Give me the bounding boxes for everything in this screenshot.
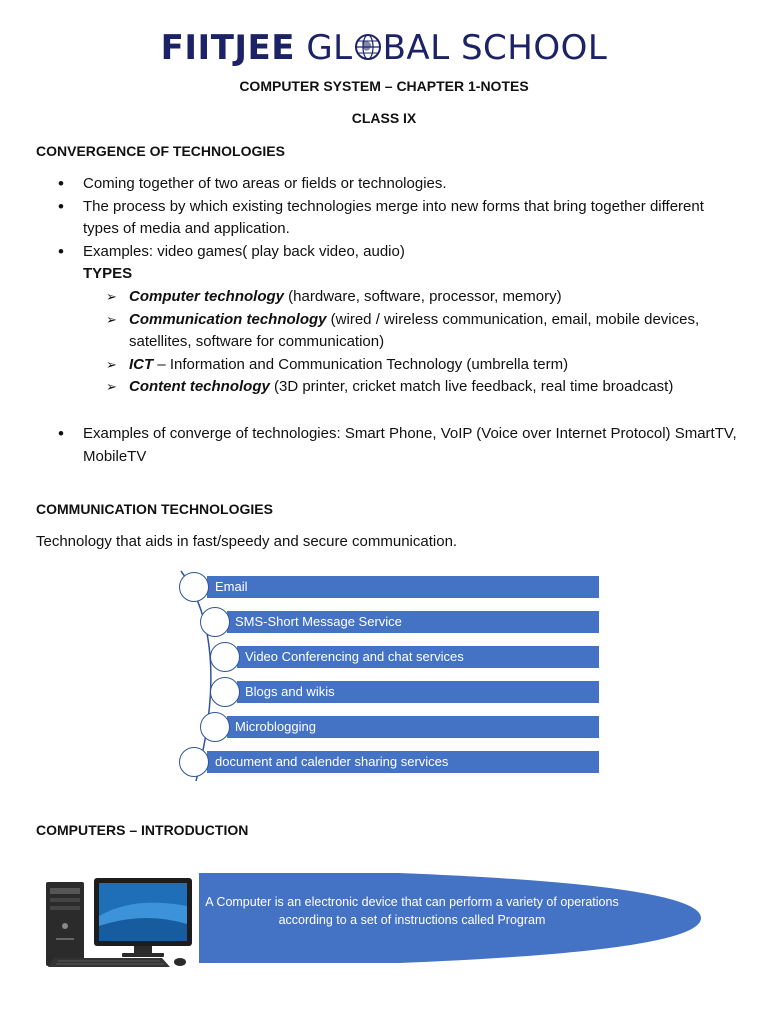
- bullet-circle: [179, 572, 209, 602]
- type-item-content: [106, 376, 746, 399]
- type-item-communication: [106, 309, 746, 354]
- bullet-circle: [200, 607, 230, 637]
- type-desc: – Information and Communication Technology (umbrella term): [153, 355, 569, 373]
- globe-icon: [353, 32, 383, 62]
- bullet-circle: [179, 747, 209, 777]
- comm-item-video-conferencing: Video Conferencing and chat services: [237, 646, 599, 668]
- document-title: COMPUTER SYSTEM – CHAPTER 1-NOTES: [239, 78, 529, 94]
- communication-description: Technology that aids in fast/speedy and secure communication.: [36, 533, 458, 550]
- bullet-circle: [210, 642, 240, 672]
- comm-item-document-sharing: document and calender sharing services: [207, 751, 599, 773]
- desktop-computer-icon: [44, 876, 194, 968]
- types-list: [106, 286, 746, 399]
- bullet-circle: [210, 677, 240, 707]
- computer-definition: A Computer is an electronic device that can perform a variety of operations according to a set of instructions called Program: [205, 895, 619, 927]
- convergence-heading: CONVERGENCE OF TECHNOLOGIES: [36, 143, 285, 159]
- comm-item-blogs: Blogs and wikis: [237, 681, 599, 703]
- types-label: TYPES: [83, 265, 133, 282]
- type-term: Computer technology: [129, 288, 285, 305]
- type-term: ICT: [129, 355, 154, 373]
- comm-item-email: Email: [207, 576, 599, 598]
- type-desc: (hardware, software, processor, memory): [284, 288, 562, 305]
- type-term: Content technology: [129, 378, 270, 396]
- list-item: • Coming together of two areas or fields or technologies.: [58, 173, 738, 196]
- list-item: • The process by which existing technologies merge into new forms that bring together different types of media and application.: [58, 196, 738, 241]
- list-item: • Examples: video games( play back video, audio): [58, 241, 738, 264]
- school-logo: [0, 28, 768, 68]
- logo-text-part2: BAL SCHOOL: [382, 28, 608, 68]
- type-desc: (3D printer, cricket match live feedback, real time broadcast): [269, 378, 674, 396]
- convergence-bullet-list: [58, 173, 738, 263]
- type-item-ict: [106, 354, 746, 377]
- bullet-circle: [200, 712, 230, 742]
- computers-heading: COMPUTERS – INTRODUCTION: [36, 822, 249, 838]
- comm-item-microblogging: Microblogging: [227, 716, 599, 738]
- class-label: CLASS IX: [351, 110, 417, 126]
- examples-bullet-list: [58, 423, 738, 468]
- communication-heading: COMMUNICATION TECHNOLOGIES: [36, 501, 273, 517]
- logo-text-part1: GL: [306, 28, 353, 68]
- type-desc: (wired / wireless communication, email, mobile devices, satellites, software for communication): [129, 310, 700, 351]
- type-term: Communication technology: [129, 310, 327, 328]
- comm-item-sms: SMS-Short Message Service: [227, 611, 599, 633]
- type-item-computer: [106, 286, 746, 309]
- logo-brand: FIITJEE: [160, 28, 295, 68]
- list-item: • Examples of converge of technologies: Smart Phone, VoIP (Voice over Internet Protocol) SmartTV, MobileTV: [58, 423, 738, 468]
